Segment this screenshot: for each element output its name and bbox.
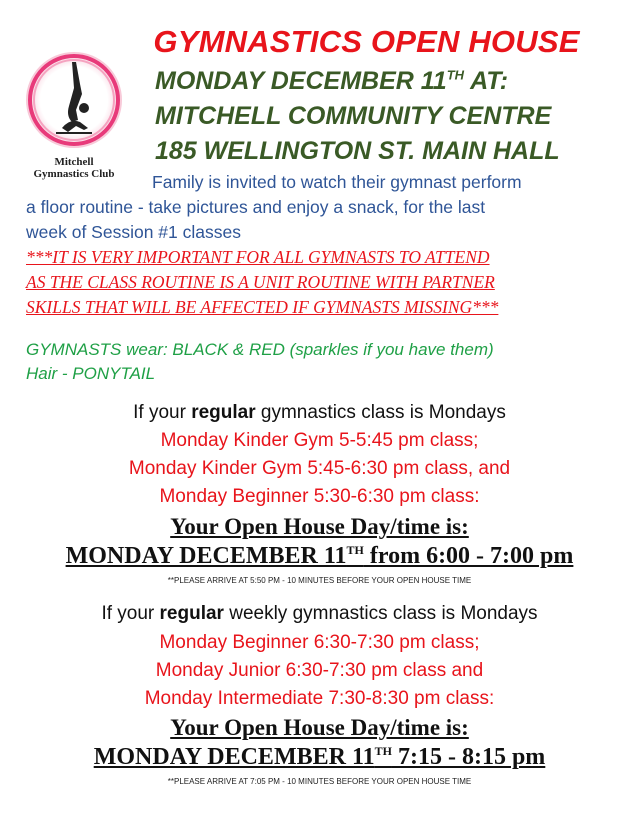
warning-line-1: ***IT IS VERY IMPORTANT FOR ALL GYMNASTS TO ATTEND (26, 247, 490, 267)
logo-line1: Mitchell (54, 156, 94, 168)
group2-heading: Your Open House Day/time is: (170, 715, 469, 740)
attire-line-1: GYMNASTS wear: BLACK & RED (sparkles if you have them) (26, 340, 494, 359)
group1-intro (0, 402, 639, 424)
event-date-suffix: AT: (464, 67, 509, 95)
group2-class-2: Monday Junior 6:30-7:30 pm class and (155, 660, 484, 681)
event-address: 185 WELLINGTON ST. MAIN HALL (155, 137, 560, 165)
group1-class-1: Monday Kinder Gym 5-5:45 pm class; (160, 430, 479, 451)
group2-intro-bold: regular (159, 603, 224, 624)
event-date-main: MONDAY DECEMBER 11 (155, 67, 447, 95)
intro-line-2: a floor routine - take pictures and enjoy a snack, for the last (26, 197, 486, 217)
group1-heading: Your Open House Day/time is: (170, 514, 469, 539)
group1-intro-post: gymnastics class is Mondays (255, 402, 506, 423)
group1-time-post: from 6:00 - 7:00 pm (363, 543, 574, 569)
warning-line-3: SKILLS THAT WILL BE AFFECTED IF GYMNASTS MISSING*** (26, 297, 499, 317)
group1-class-3: Monday Beginner 5:30-6:30 pm class: (159, 486, 480, 507)
group2-note: **PLEASE ARRIVE AT 7:05 PM - 10 MINUTES BEFORE YOUR OPEN HOUSE TIME (167, 777, 472, 786)
group2-time-post: 7:15 - 8:15 pm (391, 744, 546, 770)
group2-intro (0, 603, 639, 625)
group2-time (0, 744, 639, 771)
group2-intro-pre: If your (101, 603, 160, 624)
intro-line-1: Family is invited to watch their gymnast perform (152, 172, 522, 192)
group2-time-sup: TH (374, 744, 392, 758)
group1-note: **PLEASE ARRIVE AT 5:50 PM - 10 MINUTES BEFORE YOUR OPEN HOUSE TIME (167, 576, 472, 585)
group1-intro-bold: regular (191, 402, 256, 423)
group2-time-pre: MONDAY DECEMBER 11 (93, 744, 375, 770)
warning-line-2: AS THE CLASS ROUTINE IS A UNIT ROUTINE WITH PARTNER (26, 272, 495, 292)
group1-class-2: Monday Kinder Gym 5:45-6:30 pm class, and (128, 458, 511, 479)
event-date-sup: TH (446, 67, 465, 83)
group1-intro-pre: If your (133, 402, 192, 423)
page-title: GYMNASTICS OPEN HOUSE (153, 24, 580, 59)
group2-class-1: Monday Beginner 6:30-7:30 pm class; (159, 632, 480, 653)
event-date (155, 67, 508, 96)
group1-time (0, 543, 639, 570)
group2-intro-post: weekly gymnastics class is Mondays (223, 603, 538, 624)
gymnast-silhouette-icon (22, 48, 126, 152)
logo-text (10, 156, 138, 180)
group1-time-sup: TH (346, 543, 364, 557)
logo-line2: Gymnastics Club (33, 168, 115, 180)
club-logo (22, 48, 126, 152)
intro-line-3: week of Session #1 classes (26, 222, 241, 242)
event-venue: MITCHELL COMMUNITY CENTRE (155, 102, 552, 130)
group2-class-3: Monday Intermediate 7:30-8:30 pm class: (144, 688, 495, 709)
attire-line-2: Hair - PONYTAIL (26, 364, 156, 383)
group1-time-pre: MONDAY DECEMBER 11 (65, 543, 347, 569)
